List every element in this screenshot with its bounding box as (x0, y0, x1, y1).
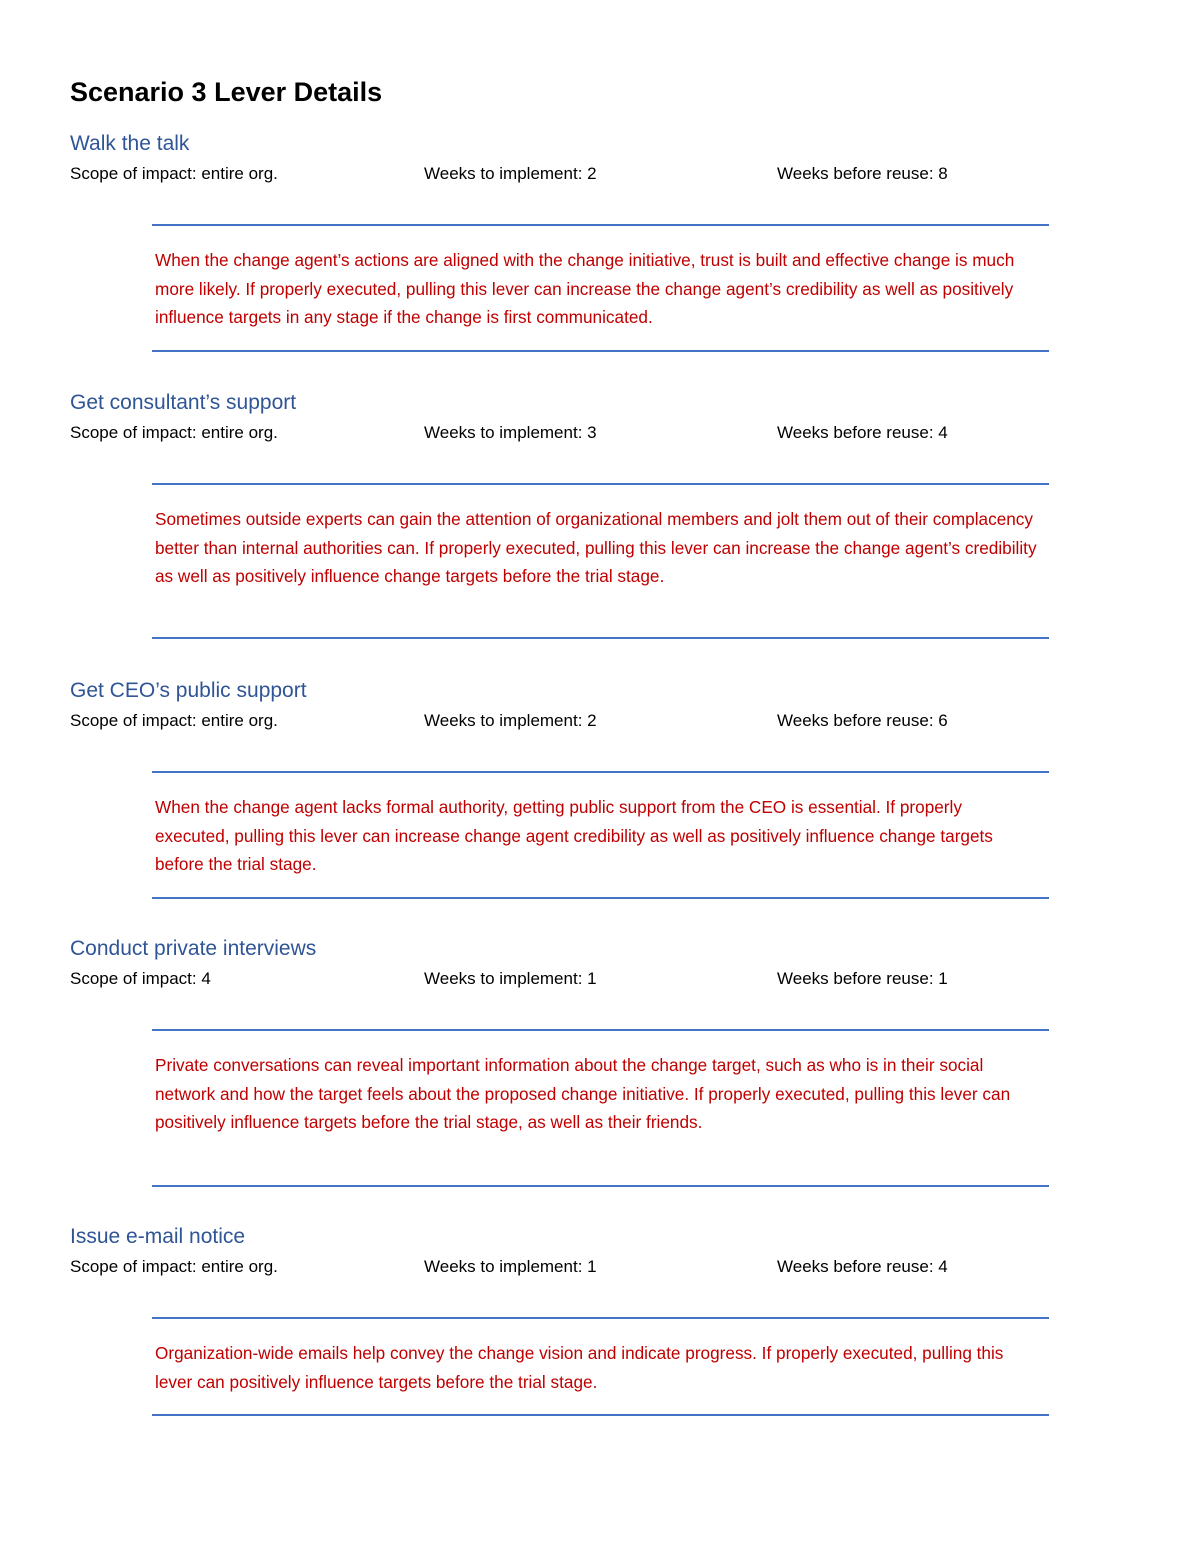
scope-of-impact: Scope of impact: entire org. (70, 423, 278, 442)
lever-description-box (152, 224, 1049, 352)
weeks-before-reuse: Weeks before reuse: 1 (777, 969, 948, 988)
lever-name: Walk the talk (70, 132, 190, 155)
weeks-to-implement: Weeks to implement: 1 (424, 969, 597, 988)
weeks-before-reuse: Weeks before reuse: 6 (777, 711, 948, 730)
weeks-before-reuse: Weeks before reuse: 8 (777, 164, 948, 183)
scope-of-impact: Scope of impact: 4 (70, 969, 211, 988)
lever-description: Organization-wide emails help convey the change vision and indicate progress. If properly executed, pulling this lever can positively influence targets before the trial stage. (155, 1343, 1004, 1392)
weeks-to-implement: Weeks to implement: 2 (424, 164, 597, 183)
lever-description: When the change agent’s actions are aligned with the change initiative, trust is built and effective change is much more likely. If properly executed, pulling this lever can increase the change agent’s credibility as well as positively influence targets in any stage if the change is first communicated. (155, 250, 1015, 328)
scope-of-impact: Scope of impact: entire org. (70, 164, 278, 183)
lever-description-box (152, 1317, 1049, 1416)
scope-of-impact: Scope of impact: entire org. (70, 711, 278, 730)
lever-description: Private conversations can reveal important information about the change target, such as who is in their social network and how the target feels about the proposed change initiative. If properly executed, pulling this lever can positively influence targets before the trial stage, as well as their friends. (155, 1055, 1011, 1133)
page-title: Scenario 3 Lever Details (70, 77, 383, 107)
lever-name: Issue e-mail notice (70, 1225, 246, 1248)
lever-description-box (152, 483, 1049, 639)
lever-name: Conduct private interviews (70, 937, 317, 960)
lever-description-box (152, 771, 1049, 899)
weeks-to-implement: Weeks to implement: 3 (424, 423, 597, 442)
lever-description: When the change agent lacks formal authority, getting public support from the CEO is essential. If properly executed, pulling this lever can increase change agent credibility as well as positively influence change targets before the trial stage. (155, 797, 993, 875)
lever-name: Get CEO’s public support (70, 679, 307, 702)
lever-description-box (152, 1029, 1049, 1187)
weeks-to-implement: Weeks to implement: 1 (424, 1257, 597, 1276)
weeks-before-reuse: Weeks before reuse: 4 (777, 423, 948, 442)
lever-description: Sometimes outside experts can gain the attention of organizational members and jolt them out of their complacency better than internal authorities can. If properly executed, pulling this lever can increase the change agent’s credibility as well as positively influence change targets before the trial stage. (155, 509, 1037, 587)
weeks-to-implement: Weeks to implement: 2 (424, 711, 597, 730)
scope-of-impact: Scope of impact: entire org. (70, 1257, 278, 1276)
lever-name: Get consultant’s support (70, 391, 297, 414)
weeks-before-reuse: Weeks before reuse: 4 (777, 1257, 948, 1276)
